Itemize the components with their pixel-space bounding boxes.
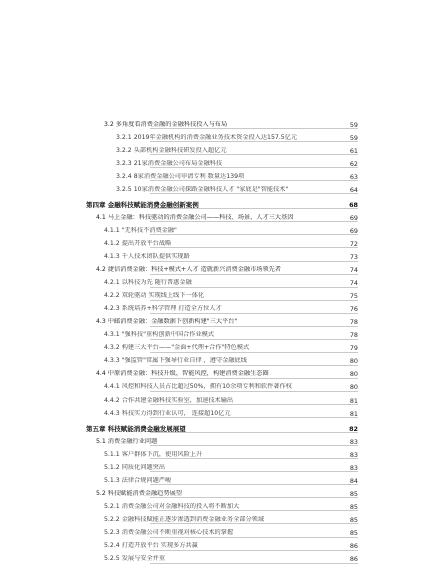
toc-entry-title: 3.2.5 10家消费金融公司探路金融科技人才 "家底是"智能技术" [116, 185, 289, 193]
toc-entry-title: 4.4.1 风控和科技人员占比超过50%，拥有10余项专利和软件著作权 [104, 383, 292, 391]
toc-page-number: 72 [349, 239, 358, 248]
toc-leader-line [150, 128, 358, 129]
toc-page-number: 68 [349, 200, 358, 209]
toc-entry[interactable] [0, 277, 431, 290]
toc-entry[interactable] [0, 264, 431, 277]
toc-entry[interactable] [0, 461, 431, 474]
toc-entry-title: 5.1 消费金融行业问题 [96, 437, 158, 445]
toc-page-number: 80 [349, 383, 358, 392]
toc-page-number: 78 [349, 331, 358, 340]
toc-leader-line [150, 154, 358, 155]
toc-leader-line [150, 352, 358, 353]
toc-leader-line [150, 167, 358, 168]
toc-entry[interactable] [0, 513, 431, 526]
toc-entry-title: 5.1.2 同质化问题突出 [104, 463, 166, 471]
toc-entry-title: 5.2.5 发展与安全并重 [104, 555, 166, 563]
toc-page-number: 78 [349, 318, 358, 327]
toc-page-number: 86 [349, 555, 358, 564]
toc-page-number: 81 [349, 396, 358, 405]
toc-leader-line [150, 523, 358, 524]
toc-leader-line [150, 563, 358, 564]
toc-page-number: 85 [349, 528, 358, 537]
toc-entry[interactable] [0, 526, 431, 539]
toc-page-number: 85 [349, 489, 358, 498]
toc-entry[interactable] [0, 157, 431, 170]
toc-leader-line [150, 404, 358, 405]
toc-entry[interactable] [0, 250, 431, 263]
toc-page-number: 83 [349, 463, 358, 472]
toc-page-number: 69 [349, 213, 358, 222]
toc-entry-title: 4.3 中邮消费金融：金融数据下创新构建"三大平台" [96, 318, 238, 326]
toc-leader-line [150, 300, 358, 301]
toc-leader-line [150, 458, 358, 459]
toc-leader-line [150, 537, 358, 538]
toc-entry[interactable] [0, 237, 431, 250]
toc-leader-line [150, 247, 358, 248]
toc-leader-line [150, 180, 358, 181]
toc-entry-title: 4.3.2 构建三大平台——"金面+代理+合作"特色模式 [104, 344, 250, 352]
toc-entry[interactable] [0, 487, 431, 500]
toc-entry-title: 4.1 马上金融：科技驱动的消费金融公司——科技、场景、人才三大基因 [96, 213, 294, 221]
toc-entry[interactable] [0, 381, 431, 394]
toc-page-number: 74 [349, 266, 358, 275]
toc-leader-line [150, 497, 358, 498]
toc-entry[interactable] [0, 500, 431, 513]
toc-entry-title: 5.1.1 客户群体下沉，使用风险上升 [104, 450, 203, 458]
toc-page-number: 85 [349, 502, 358, 511]
toc-page-number: 83 [349, 437, 358, 446]
toc-entry[interactable] [0, 355, 431, 368]
toc-entry-title: 5.2 科技赋能消费金融趋势展望 [96, 489, 183, 497]
toc-leader-line [150, 274, 358, 275]
toc-page-number: 63 [349, 172, 358, 181]
toc-page-number: 75 [349, 292, 358, 301]
toc-leader-line [150, 313, 358, 314]
toc-page-number: 80 [349, 357, 358, 366]
toc-entry-title: 5.1.3 法律合规问题严峻 [104, 476, 172, 484]
toc-page-number: 86 [349, 542, 358, 551]
toc-entry[interactable] [0, 407, 431, 420]
toc-entry[interactable] [0, 118, 431, 131]
toc-entry-title: 4.4.2 合作共建金融科技实验室，加速技术输出 [104, 396, 234, 404]
toc-entry-title: 3.2 多角度看消费金融的金融科技投入与布局 [104, 120, 228, 128]
toc-entry-title: 3.2.2 头部机构金融科技研发投入超亿元 [116, 146, 227, 154]
toc-page-number: 85 [349, 515, 358, 524]
toc-entry-title: 4.4.3 科技实力得到行业认可， 连接超10亿元 [104, 409, 231, 417]
toc-page-number: 59 [349, 120, 358, 129]
toc-leader-line [150, 432, 358, 433]
toc-leader-line [150, 141, 358, 142]
toc-leader-line [150, 193, 358, 194]
toc-page-number: 64 [349, 185, 358, 194]
toc-page-number: 59 [349, 133, 358, 142]
toc-entry-title: 5.2.2 金融科技赋能正逐步渗透到消费金融业务全部分领域 [104, 515, 265, 523]
toc-leader-line [150, 445, 358, 446]
toc-entry[interactable] [0, 435, 431, 448]
toc-page-number: 84 [349, 476, 358, 485]
toc-entry-title: 3.2.4 8家消费金融公司申请专利 数量达139项 [116, 172, 245, 180]
toc-leader-line [150, 365, 358, 366]
toc-entry[interactable] [0, 211, 431, 224]
toc-entry-title: 4.2.2 双轮驱动 实现线上线下一体化 [104, 292, 205, 300]
toc-entry-title: 5.2.1 消费金融公司对金融科技的投入将不断加大 [104, 502, 240, 510]
toc-entry[interactable] [0, 170, 431, 183]
toc-leader-line [150, 417, 358, 418]
toc-entry[interactable] [0, 540, 431, 553]
toc-entry-title: 3.2.3 21家消费金融公司布局金融科技 [116, 159, 223, 167]
toc-entry-title: 4.4 中原消费金融：科技升级，智能风控，构建消费金融生态圈 [96, 370, 269, 378]
toc-entry[interactable] [0, 198, 431, 211]
toc-leader-line [150, 391, 358, 392]
toc-entry-title: 4.2.1 以科技为先 随行普惠金融 [104, 279, 192, 287]
table-of-contents [0, 118, 431, 566]
toc-entry-title: 第五章 科技赋能消费金融发展展望 [86, 424, 186, 433]
toc-leader-line [150, 339, 358, 340]
toc-page-number: 79 [349, 344, 358, 353]
toc-leader-line [150, 484, 358, 485]
toc-entry[interactable] [0, 422, 431, 435]
toc-entry[interactable] [0, 342, 431, 355]
toc-page-number: 81 [349, 409, 358, 418]
toc-entry[interactable] [0, 303, 431, 316]
toc-page-number: 62 [349, 159, 358, 168]
toc-leader-line [150, 510, 358, 511]
toc-entry[interactable] [0, 553, 431, 566]
toc-leader-line [150, 550, 358, 551]
toc-entry-title: 5.2.4 打造开放平台 实现多方共赢 [104, 542, 198, 550]
toc-entry[interactable] [0, 131, 431, 144]
toc-entry[interactable] [0, 448, 431, 461]
toc-entry[interactable] [0, 394, 431, 407]
toc-leader-line [150, 261, 358, 262]
toc-page-number: 61 [349, 146, 358, 155]
toc-page-number: 82 [349, 424, 358, 433]
toc-entry-title: 4.1.3 千人技术团队提供实现路 [104, 252, 190, 260]
toc-entry[interactable] [0, 183, 431, 196]
toc-entry-title: 4.2.3 系统培养+科学管理 打造全方位人才 [104, 305, 222, 313]
toc-leader-line [150, 471, 358, 472]
toc-entry[interactable] [0, 316, 431, 329]
toc-entry[interactable] [0, 144, 431, 157]
toc-entry-title: 3.2.1 2019年金融机构的消费金融业务技术资金投入达157.5亿元 [116, 133, 298, 141]
toc-entry[interactable] [0, 368, 431, 381]
toc-leader-line [150, 287, 358, 288]
toc-entry[interactable] [0, 290, 431, 303]
toc-leader-line [150, 326, 358, 327]
toc-page-number: 83 [349, 450, 358, 459]
toc-entry-title: 第四章 金融科技赋能消费金融创新案例 [86, 200, 199, 209]
toc-entry-title: 4.1.1 "无科技不消费金融" [104, 226, 177, 234]
toc-leader-line [150, 378, 358, 379]
toc-page-number: 76 [349, 305, 358, 314]
toc-entry[interactable] [0, 329, 431, 342]
toc-page-number: 73 [349, 252, 358, 261]
toc-page-number: 69 [349, 226, 358, 235]
toc-leader-line [150, 234, 358, 235]
toc-page-number: 74 [349, 279, 358, 288]
toc-leader-line [150, 208, 358, 209]
toc-leader-line [150, 221, 358, 222]
toc-entry[interactable] [0, 474, 431, 487]
toc-entry-title: 4.1.2 提出开放平台战略 [104, 239, 172, 247]
toc-page-number: 80 [349, 370, 358, 379]
toc-entry-title: 4.3.3 "强监管"常属下强导行业自律 ，遵守金融底线 [104, 357, 247, 365]
toc-entry-title: 5.2.3 消费金融公司不断重视对核心技术的掌握 [104, 528, 234, 536]
toc-entry-title: 4.3.1 "强科技"重构创新中国合作业模式 [104, 331, 215, 339]
toc-entry-title: 4.2 捷信消费金融：科技+模式+人才 造就新兴消费金融市场领先者 [96, 266, 282, 274]
toc-entry[interactable] [0, 224, 431, 237]
